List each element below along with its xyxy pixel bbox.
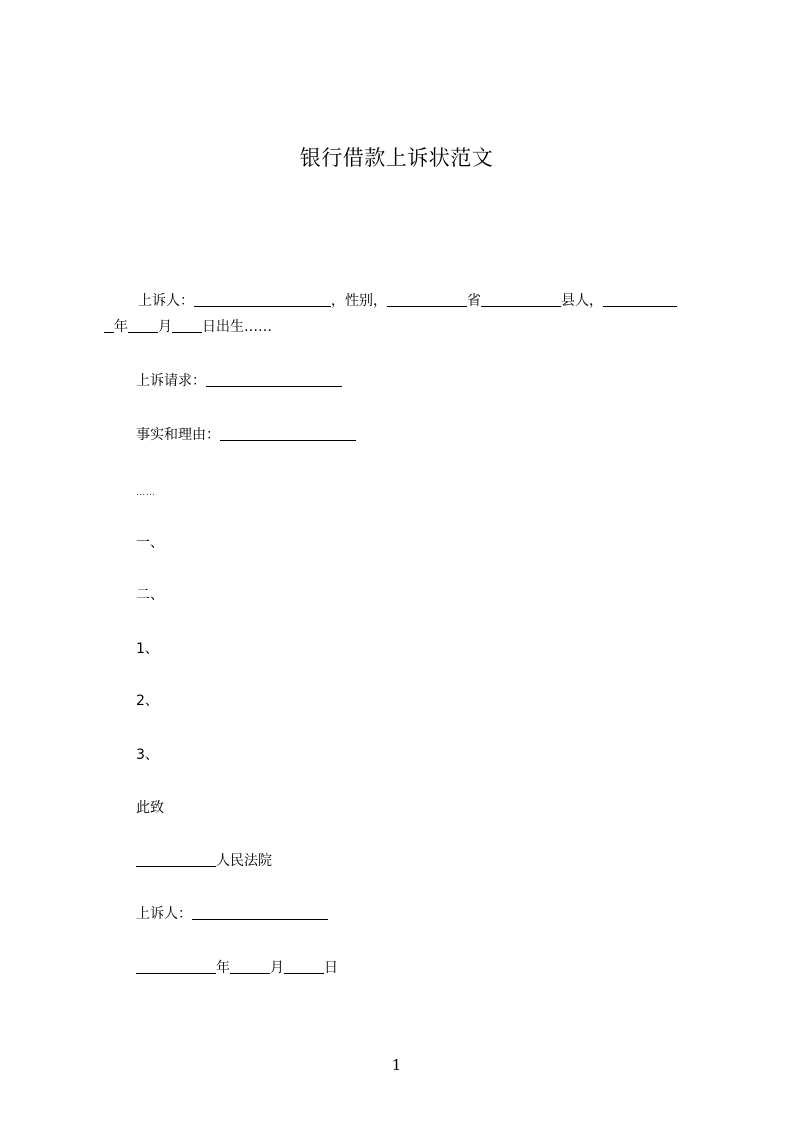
appeal-request-label: 上诉请求： (136, 373, 206, 389)
gender-blank (387, 292, 467, 307)
item-1: 一、 (136, 535, 164, 551)
signature-label: 上诉人： (136, 906, 192, 922)
month-blank (128, 318, 158, 333)
birth-day-label: 日出生…… (202, 319, 272, 335)
item-2: 二、 (136, 587, 164, 603)
name-blank (194, 292, 331, 307)
document-title: 银行借款上诉状范文 (299, 146, 494, 170)
item-5: 3、 (136, 747, 159, 763)
province-label: 省 (467, 293, 481, 309)
birth-month-label: 月 (158, 319, 172, 335)
facts-reasons-label: 事实和理由： (136, 427, 220, 443)
date-line (136, 959, 338, 977)
item-4: 2、 (136, 693, 159, 709)
gender-label: ，性别， (331, 293, 387, 309)
date-year-blank (136, 959, 216, 974)
page-number: 1 (391, 1056, 402, 1074)
court-line (136, 852, 272, 870)
signature-line (136, 905, 328, 923)
year-blank-cont (104, 318, 114, 333)
signature-blank (192, 905, 328, 920)
ellipsis: …… (136, 488, 156, 498)
day-blank (172, 318, 202, 333)
facts-reasons-line (136, 426, 356, 444)
date-day-label: 日 (324, 960, 338, 976)
item-3: 1、 (136, 641, 159, 657)
county-blank (603, 292, 677, 307)
appellant-info-line (138, 292, 677, 310)
birth-year-label: 年 (114, 319, 128, 335)
province-blank (481, 292, 561, 307)
date-month-blank (230, 959, 270, 974)
date-month-label: 月 (270, 960, 284, 976)
appeal-request-line (136, 372, 342, 390)
facts-reasons-blank (220, 426, 356, 441)
closing-text: 此致 (136, 800, 164, 816)
appellant-birth-line (104, 318, 272, 336)
court-blank (136, 852, 216, 867)
court-label: 人民法院 (216, 853, 272, 869)
date-day-blank (284, 959, 324, 974)
appeal-request-blank (206, 372, 342, 387)
date-year-label: 年 (216, 960, 230, 976)
county-label: 县人， (561, 293, 603, 309)
appellant-label: 上诉人： (138, 293, 194, 309)
